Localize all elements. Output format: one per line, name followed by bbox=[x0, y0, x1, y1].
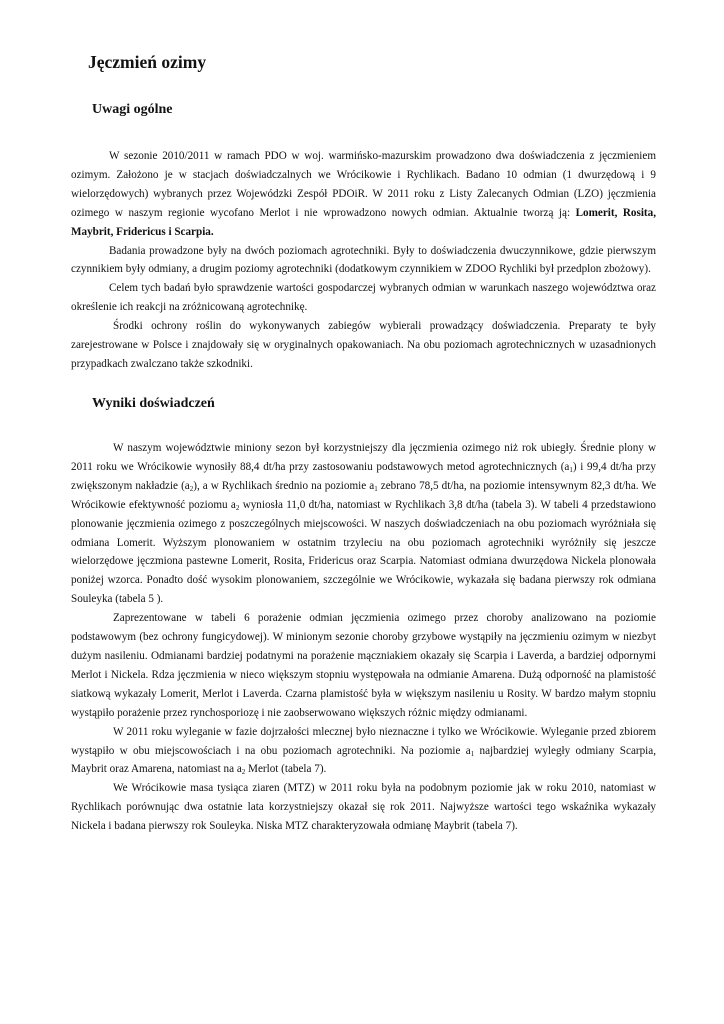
paragraph-text: ) i 99,4 dt/ha przy zwiększonym nakładzie (a bbox=[71, 460, 657, 492]
paragraph bbox=[71, 439, 656, 609]
subscript: 1 bbox=[470, 749, 475, 758]
paragraph: Środki ochrony roślin do wykonywanych zabiegów wybierali prowadzący doświadczenia. Preparaty te były zarejestrowane w Polsce i znajdowały się w oryginalnych opakowaniach. Na obu poziomach agrotechnicznych w uzasadnionych przypadkach zwalczano także szkodniki. bbox=[71, 320, 656, 370]
subscript: 2 bbox=[189, 484, 194, 493]
paragraph-text: W sezonie 2010/2011 w ramach PDO w woj. warmińsko-mazurskim prowadzono dwa doświadczenia z jęczmieniem ozimym. Założono je w stacjach doświadczalnych we Wrócikowie i Rychlikach. Badano 10 odmian (1 dwurzędową i 9 wielorzędowych) wybranych przez Wojewódzki Zespół PDOiR. W 2011 roku z Listy Zalecanych Odmian (LZO) jęczmienia ozimego w naszym regionie wycofano Merlot i nie wprowadzono nowych odmian. Aktualnie tworzą ją: bbox=[71, 150, 656, 219]
page-title: Jęczmień ozimy bbox=[88, 52, 207, 72]
paragraph-text: ), a w Rychlikach średnio na poziomie a bbox=[193, 479, 375, 492]
paragraph-text: zebrano 78,5 dt/ha, na poziomie intensywnym 82,3 dt/ha. We Wrócikowie efektywność poziomu a bbox=[71, 479, 657, 511]
subscript: 1 bbox=[374, 484, 378, 493]
paragraph: Zaprezentowane w tabeli 6 porażenie odmian jęczmienia ozimego przez choroby analizowano na poziomie podstawowym (bez ochrony fungicydowej). W minionym sezonie choroby grzybowe wystąpiły na jęczmieniu ozimym w niezbyt dużym nasileniu. Odmianami bardziej podatnymi na porażenie mączniakiem okazały się Scarpia i Laverda, a bardziej odpornymi Merlot i Nickela. Rdza jęczmienia w nieco większym stopniu występowała na odmianie Amarena. Dużą odporność na plamistość siatkową wykazały Lomerit, Merlot i Laverda. Czarna plamistość była w większym nasileniu u Rosity. W bardzo małym stopniu wystąpiło porażenie przez rynchosporiozę i nie zaobserwowano większych różnic między odmianami. bbox=[71, 612, 656, 719]
section-heading-results: Wyniki doświadczeń bbox=[92, 396, 215, 411]
recommended-varieties: Lomerit, Rosita, Maybrit, Fridericus i Scarpia. bbox=[71, 206, 656, 238]
paragraph bbox=[71, 723, 656, 780]
paragraph bbox=[71, 147, 656, 242]
paragraph-text: najbardziej wyległy odmiany Scarpia, Maybrit oraz Amarena, natomiast na a bbox=[71, 744, 656, 776]
paragraph: Celem tych badań było sprawdzenie wartości gospodarczej wybranych odmian w warunkach naszego województwa oraz określenie ich reakcji na zróżnicowaną agrotechnikę. bbox=[71, 282, 656, 314]
section-results-body bbox=[71, 439, 656, 836]
section-heading-general-remarks: Uwagi ogólne bbox=[92, 102, 173, 117]
section-general-remarks-body bbox=[71, 147, 656, 374]
paragraph-text: wyniosła 11,0 dt/ha, natomiast w Rychlikach 3,8 dt/ha (tabela 3). W tabeli 4 przedstawiono plonowanie jęczmienia ozimego z poszczególnych miejscowości. W naszych doświadczeniach na obu poziomach wyróżniała się odmiana Lomerit. Wyższym plonowaniem w ostatnim trzyleciu na obu poziomach agrotechniki wyróżniły się jeszcze wielorzędowe jęczmiona pastewne Lomerit, Rosita, Fridericus oraz Scarpia. Natomiast odmiana dwurzędowa Nickela plonowała poniżej wzorca. Ponadto dość wysokim plonowaniem, szczególnie we Wrócikowie, wykazała się badana pierwszy rok odmiana Souleyka (tabela 5 ). bbox=[71, 498, 656, 606]
paragraph: Badania prowadzone były na dwóch poziomach agrotechniki. Były to doświadczenia dwuczynnikowe, gdzie pierwszym czynnikiem były odmiany, a drugim poziomy agrotechniki (dodatkowym czynnikiem w ZDOO Rychliki był przedplon zbożowy). bbox=[71, 244, 656, 276]
paragraph-text: W naszym województwie miniony sezon był korzystniejszy dla jęczmienia ozimego niż rok ubiegły. Średnie plony w 2011 roku we Wrócikowie wynosiły 88,4 dt/ha przy zastosowaniu podstawowych metod agrotechnicznych (a bbox=[71, 442, 656, 473]
subscript: 2 bbox=[235, 503, 240, 512]
subscript: 1 bbox=[569, 465, 573, 474]
paragraph-text: Merlot (tabela 7). bbox=[245, 763, 327, 776]
paragraph-text: W 2011 roku wyleganie w fazie dojrzałości mlecznej było nieznaczne i tylko we Wrócikowie. Wyleganie przed zbiorem wystąpiło w obu miejscowościach i na obu poziomach agrotechniki. Na poziomie a bbox=[71, 725, 656, 757]
subscript: 2 bbox=[241, 768, 246, 777]
paragraph: We Wrócikowie masa tysiąca ziaren (MTZ) w 2011 roku była na podobnym poziomie jak w roku 2010, natomiast w Rychlikach porównując dwa ostatnie lata korzystniejszy okazał się rok 2011. Najwyższe wartości tego wskaźnika wykazały Nickela i badana pierwszy rok Souleyka. Niska MTZ charakteryzowała odmianę Maybrit (tabela 7). bbox=[71, 782, 656, 833]
